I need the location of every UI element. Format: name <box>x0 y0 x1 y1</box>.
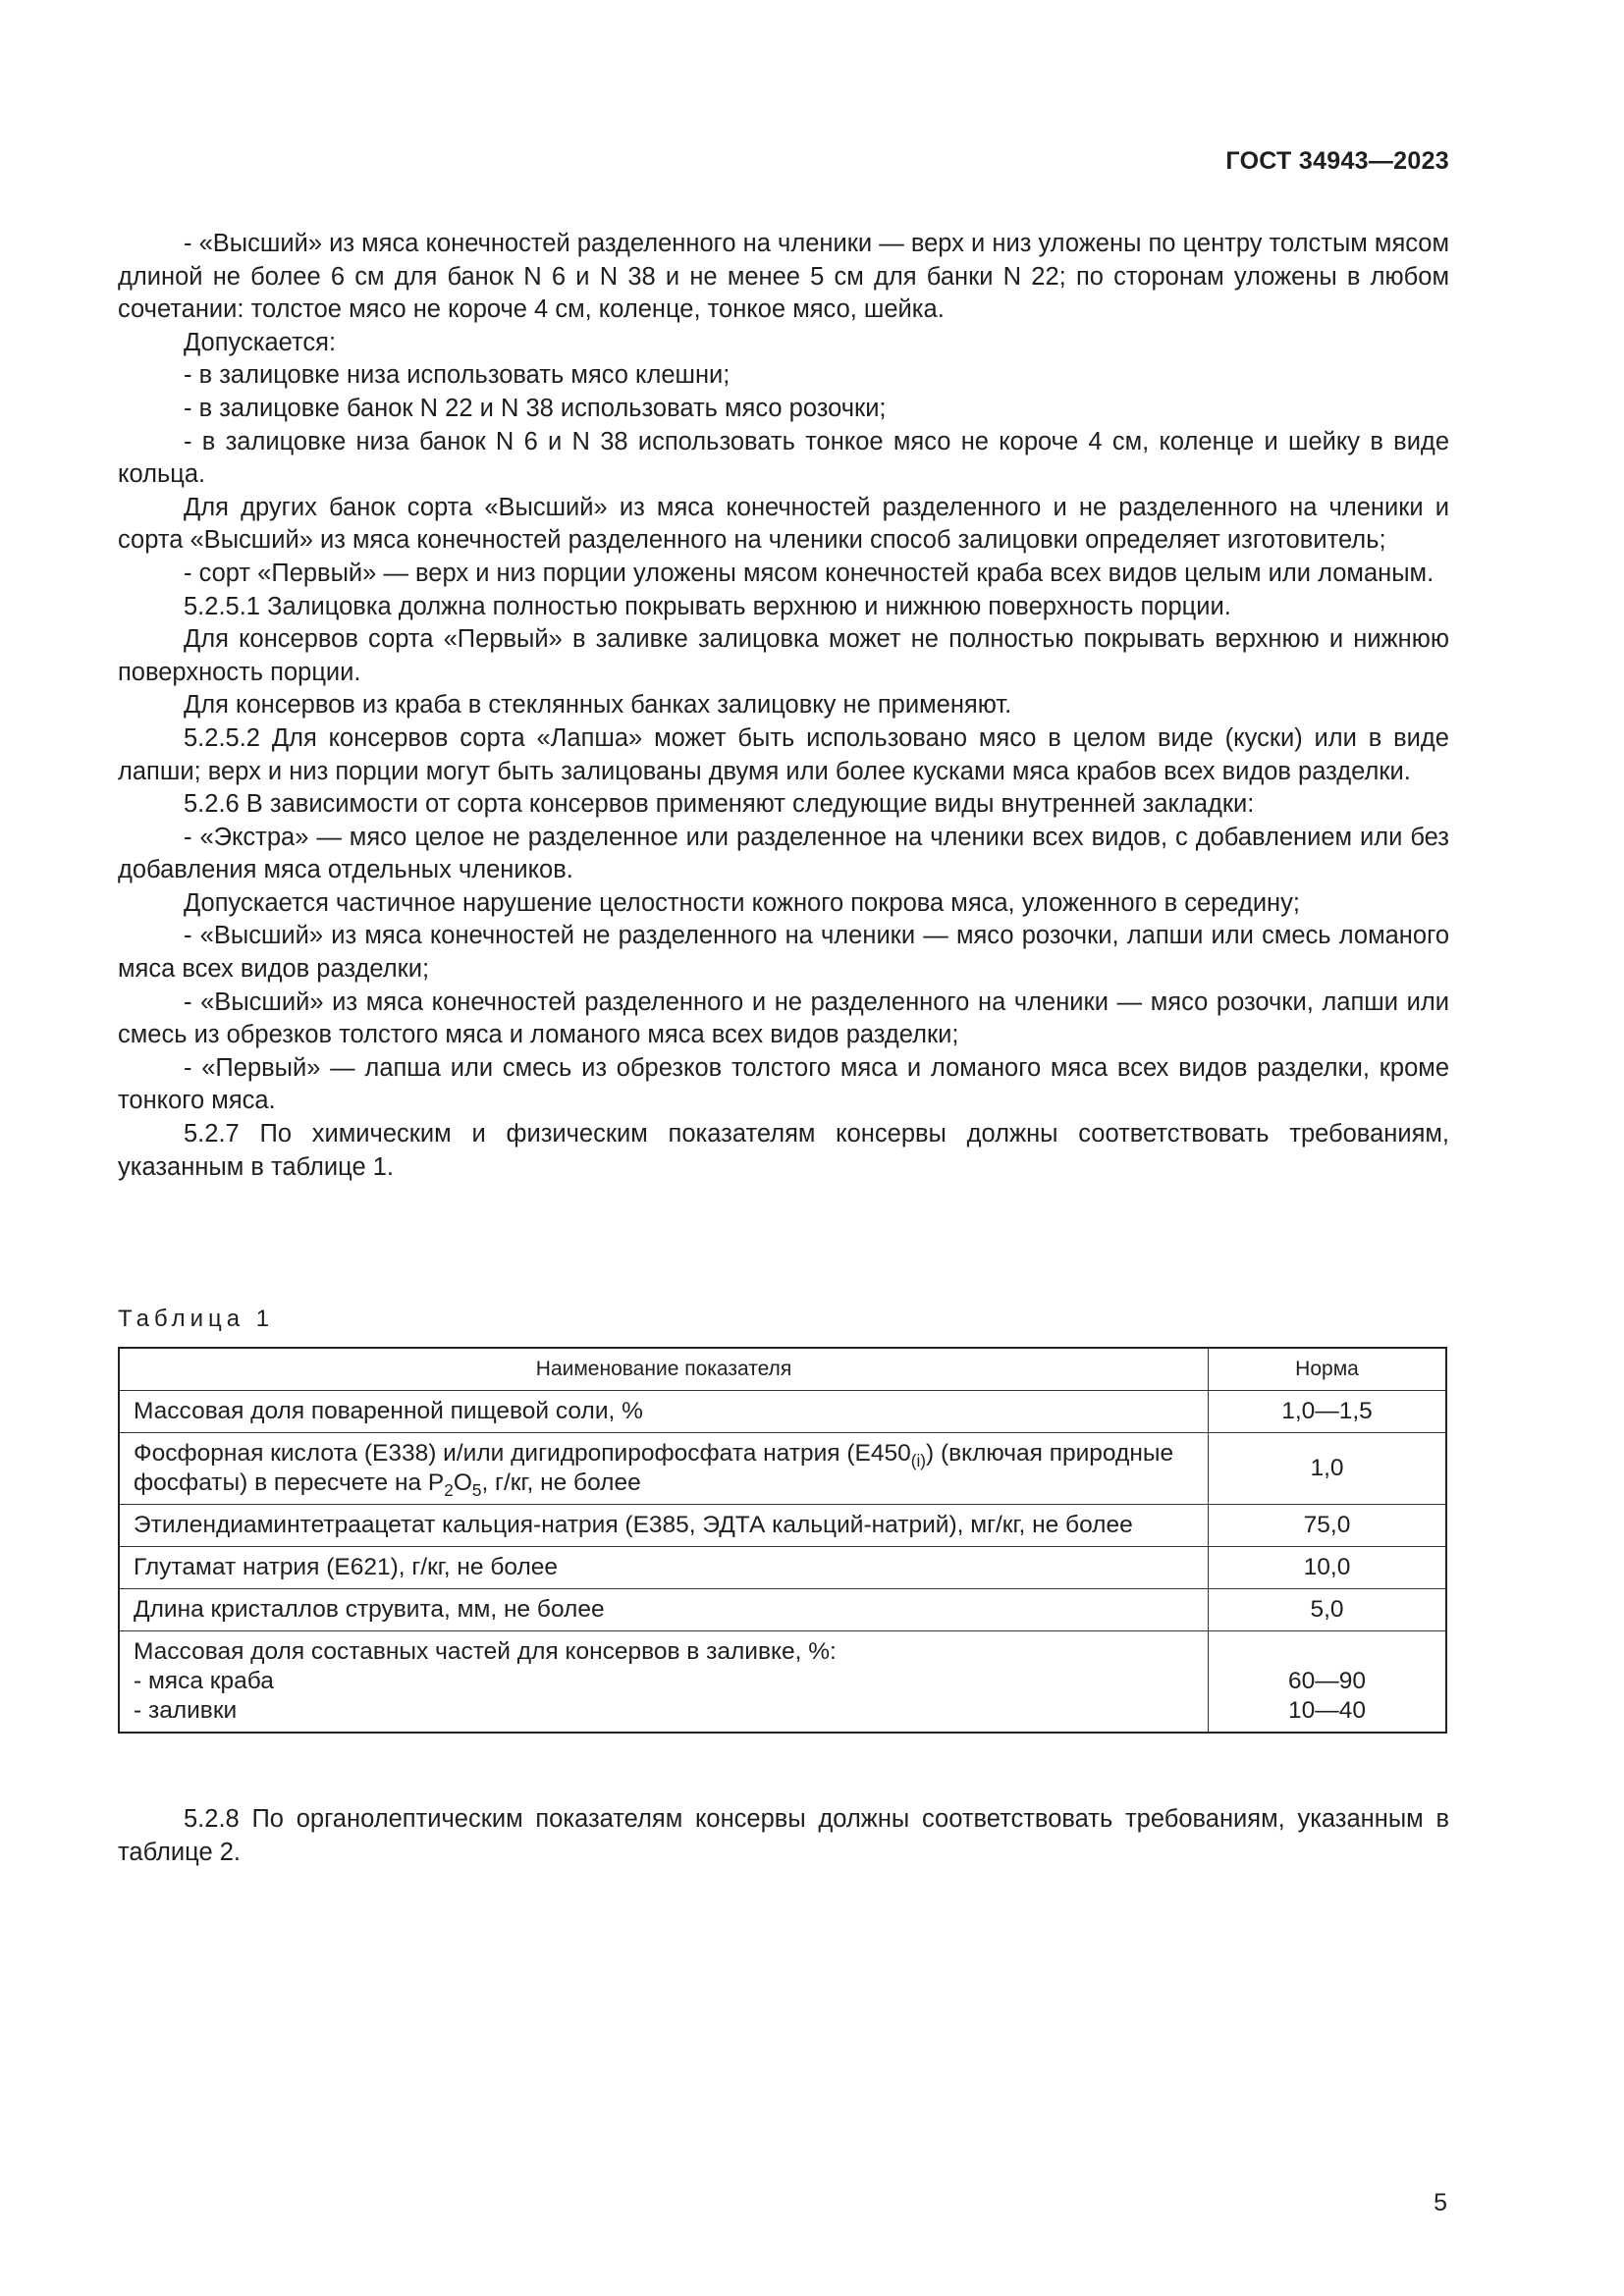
subscript: (i) <box>910 1451 926 1470</box>
row-name-line: - мяса краба <box>134 1668 274 1694</box>
row-norm: 75,0 <box>1209 1505 1447 1547</box>
table-header-row <box>119 1348 1446 1391</box>
table-row <box>119 1589 1446 1631</box>
paragraph: - в залицовке низа использовать мясо клешни; <box>184 361 731 390</box>
requirements-table <box>118 1347 1447 1734</box>
paragraph: - в залицовке низа банок N 6 и N 38 использовать тонкое мясо не короче 4 см, коленце и шейку в виде кольца. <box>118 427 1449 489</box>
paragraph: - «Высший» из мяса конечностей разделенного на членики — верх и низ уложены по центру толстым мясом длиной не более 6 см для банок N 6 и N 38 и не менее 5 см для банки N 22; по сторонам уложены в любом сочетании: толстое мясо не короче 4 см, коленце, тонкое мясо, шейка. <box>118 230 1449 324</box>
row-name-part: Фосфорная кислота (Е338) и/или дигидропирофосфата натрия (Е450 <box>134 1440 911 1467</box>
paragraph: 5.2.8 По органолептическим показателям консервы должны соответствовать требованиям, указанным в таблице 2. <box>118 1805 1449 1866</box>
column-header-name: Наименование показателя <box>119 1348 1209 1391</box>
subscript: 2 <box>444 1480 454 1500</box>
paragraph: - «Первый» — лапша или смесь из обрезков толстого мяса и ломаного мяса всех видов разделки, кроме тонкого мяса. <box>118 1053 1449 1115</box>
subscript: 5 <box>471 1480 482 1500</box>
column-header-norm: Норма <box>1209 1348 1447 1391</box>
row-name-line: - заливки <box>134 1697 238 1724</box>
row-name: Глутамат натрия (Е621), г/кг, не более <box>119 1547 1209 1589</box>
table-row <box>119 1505 1446 1547</box>
row-name <box>119 1631 1209 1734</box>
paragraph: 5.2.5.2 Для консервов сорта «Лапша» может быть использовано мясо в целом виде (куски) или в виде лапши; верх и низ порции могут быть залицованы двумя или более кусками мяса крабов всех видов разделки. <box>118 723 1449 785</box>
paragraph: Допускается частичное нарушение целостности кожного покрова мяса, уложенного в середину; <box>184 888 1300 917</box>
paragraph: - «Экстра» — мясо целое не разделенное или разделенное на членики всех видов, с добавлением или без добавления мяса отдельных члеников. <box>118 823 1449 884</box>
paragraph: - «Высший» из мяса конечностей не разделенного на членики — мясо розочки, лапши или смесь ломаного мяса всех видов разделки; <box>118 922 1449 984</box>
row-name: Этилендиаминтетраацетат кальция-натрия (Е385, ЭДТА кальций-натрий), мг/кг, не более <box>119 1505 1209 1547</box>
row-norm: 1,0—1,5 <box>1209 1391 1447 1433</box>
table-row <box>119 1391 1446 1433</box>
table-caption: Таблица 1 <box>118 1306 275 1332</box>
body-text <box>118 228 1449 1184</box>
paragraph: Для других банок сорта «Высший» из мяса конечностей разделенного и не разделенного на членики и сорта «Высший» из мяса конечностей разделенного на членики способ залицовки определяет изготовитель; <box>118 493 1449 555</box>
row-norm-line: 60—90 <box>1287 1668 1366 1694</box>
paragraph: - в залицовке банок N 22 и N 38 использовать мясо розочки; <box>184 394 887 422</box>
row-norm: 1,0 <box>1209 1433 1447 1505</box>
row-name-line: Массовая доля составных частей для консервов в заливке, %: <box>134 1638 837 1665</box>
after-table-text <box>118 1803 1449 1869</box>
row-norm: 5,0 <box>1209 1589 1447 1631</box>
row-name <box>119 1433 1209 1505</box>
row-name-part: O <box>453 1469 472 1496</box>
row-name-part: , г/кг, не более <box>481 1469 641 1496</box>
table-row <box>119 1433 1446 1505</box>
table-row <box>119 1547 1446 1589</box>
paragraph: Для консервов сорта «Первый» в заливке залицовка может не полностью покрывать верхнюю и нижнюю поверхность порции. <box>118 625 1449 686</box>
paragraph: - «Высший» из мяса конечностей разделенного и не разделенного на членики — мясо розочки, лапши или смесь из обрезков толстого мяса и ломаного мяса всех видов разделки; <box>118 988 1449 1049</box>
paragraph: - сорт «Первый» — верх и низ порции уложены мясом конечностей краба всех видов целым или ломаным. <box>184 559 1435 587</box>
row-name: Массовая доля поваренной пищевой соли, % <box>119 1391 1209 1433</box>
paragraph: 5.2.7 По химическим и физическим показателям консервы должны соответствовать требованиям, указанным в таблице 1. <box>118 1120 1449 1181</box>
row-name: Длина кристаллов струвита, мм, не более <box>119 1589 1209 1631</box>
paragraph: Для консервов из краба в стеклянных банках залицовку не применяют. <box>184 691 1012 720</box>
document-code: ГОСТ 34943—2023 <box>1225 147 1449 175</box>
paragraph: 5.2.6 В зависимости от сорта консервов применяют следующие виды внутренней закладки: <box>184 790 1255 819</box>
paragraph: Допускается: <box>184 328 337 356</box>
row-norm <box>1209 1631 1447 1734</box>
paragraph: 5.2.5.1 Залицовка должна полностью покрывать верхнюю и нижнюю поверхность порции. <box>184 592 1231 620</box>
row-norm-line: 10—40 <box>1287 1697 1366 1724</box>
page-number: 5 <box>1434 2189 1447 2216</box>
row-norm: 10,0 <box>1209 1547 1447 1589</box>
table-row <box>119 1631 1446 1734</box>
row-name-part: ) (включая природные фосфаты) в пересчете на P <box>134 1440 1174 1496</box>
